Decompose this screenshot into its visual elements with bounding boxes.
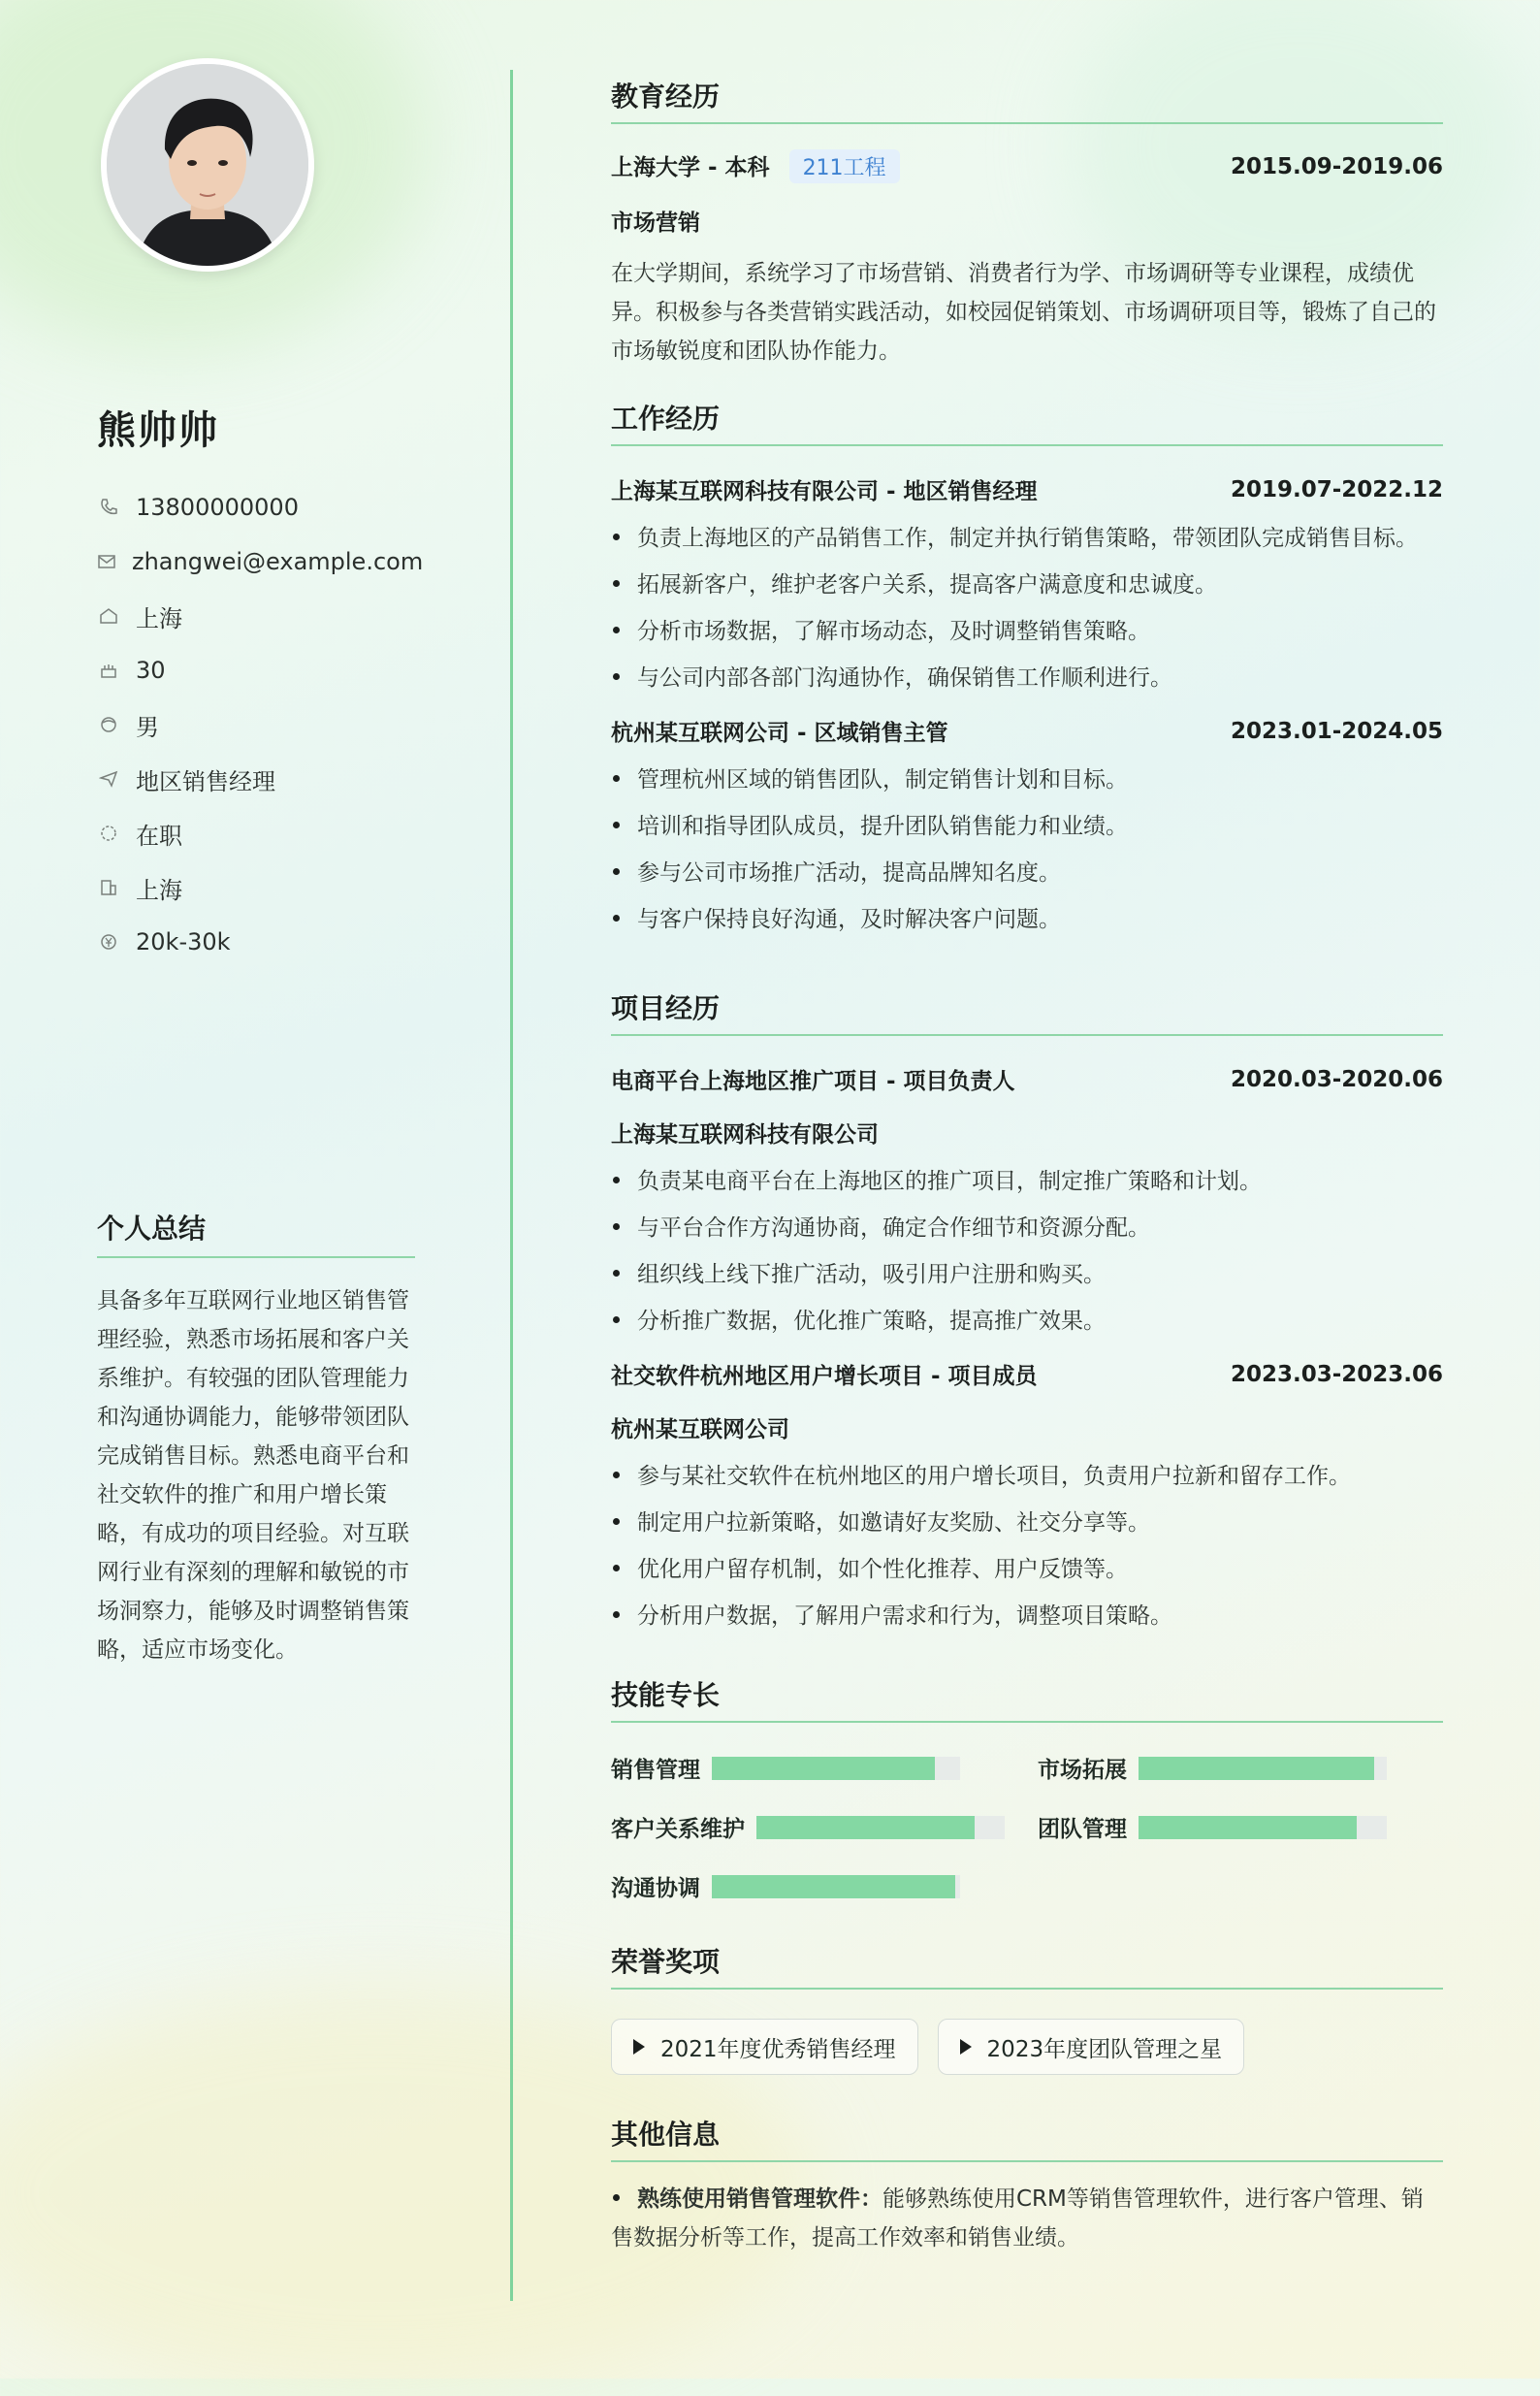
job-header <box>611 715 1443 747</box>
info-text: 在职 <box>136 822 182 850</box>
info-text: 男 <box>136 713 159 741</box>
info-position <box>97 752 417 806</box>
info-gender <box>97 697 417 752</box>
list-item: 组织线上线下推广活动，吸引用户注册和购买。 <box>611 1255 1443 1294</box>
column-divider <box>510 70 513 2301</box>
list-item: 培训和指导团队成员，提升团队销售能力和业绩。 <box>611 807 1443 846</box>
job-date: 2023.01-2024.05 <box>1230 718 1443 744</box>
work-title: 工作经历 <box>611 398 1443 446</box>
skill-item <box>1038 1811 1426 1843</box>
project-header <box>611 1063 1443 1095</box>
info-text: 20k-30k <box>136 928 231 955</box>
project-company: 杭州某互联网公司 <box>611 1417 789 1442</box>
skill-name: 团队管理 <box>1038 1817 1127 1842</box>
gender-icon <box>97 713 120 736</box>
other-title: 其他信息 <box>611 2114 1443 2162</box>
info-email <box>97 534 424 589</box>
send-icon <box>97 767 120 791</box>
education-title: 教育经历 <box>611 76 1443 124</box>
education-header <box>611 149 1443 183</box>
list-item: 熟练使用销售管理软件：能够熟练使用CRM等销售管理软件，进行客户管理、销售数据分析等工作，提高工作效率和销售业绩。 <box>611 2186 1424 2250</box>
list-item: 参与公司市场推广活动，提高品牌知名度。 <box>611 854 1443 892</box>
skill-bar <box>712 1757 960 1780</box>
list-item: 负责上海地区的产品销售工作，制定并执行销售策略，带领团队完成销售目标。 <box>611 519 1443 558</box>
info-text: 上海 <box>136 876 182 904</box>
phone-icon <box>97 496 120 519</box>
sidebar <box>97 58 424 1669</box>
list-item: 分析用户数据，了解用户需求和行为，调整项目策略。 <box>611 1597 1443 1635</box>
project-heading: 社交软件杭州地区用户增长项目 - 项目成员 <box>611 1364 1038 1389</box>
skill-bar <box>1139 1816 1387 1839</box>
info-text: 上海 <box>136 604 182 632</box>
list-item: 拓展新客户，维护老客户关系，提高客户满意度和忠诚度。 <box>611 566 1443 604</box>
skill-item <box>611 1811 1038 1843</box>
home-icon <box>97 604 120 628</box>
skill-bar-fill <box>756 1816 975 1839</box>
info-text: zhangwei@example.com <box>132 548 424 575</box>
contact-info-list <box>97 480 424 969</box>
skill-bar <box>756 1816 1005 1839</box>
list-item: 与平台合作方沟通协商，确定合作细节和资源分配。 <box>611 1209 1443 1247</box>
skill-bar-fill <box>1139 1757 1374 1780</box>
skills-grid <box>611 1752 1443 1902</box>
project-heading: 电商平台上海地区推广项目 - 项目负责人 <box>611 1069 1015 1094</box>
projects-title: 项目经历 <box>611 988 1443 1036</box>
education-major: 市场营销 <box>611 210 700 236</box>
award-badge: 2023年度团队管理之星 <box>938 2019 1245 2075</box>
info-text: 13800000000 <box>136 494 299 521</box>
job-date: 2019.07-2022.12 <box>1230 476 1443 502</box>
info-location <box>97 589 417 643</box>
summary-title: 个人总结 <box>97 1208 415 1258</box>
skill-bar-fill <box>712 1875 955 1898</box>
main-content <box>611 76 1443 2265</box>
education-school: 上海大学 - 本科 <box>611 155 770 180</box>
skill-item <box>611 1870 1038 1902</box>
info-text: 30 <box>136 657 166 684</box>
awards-title: 荣誉奖项 <box>611 1941 1443 1990</box>
other-list <box>611 2180 1443 2257</box>
salary-icon <box>97 930 120 954</box>
list-item: 与客户保持良好沟通，及时解决客户问题。 <box>611 900 1443 939</box>
triangle-icon <box>633 2039 645 2055</box>
info-phone <box>97 480 417 534</box>
info-text: 地区销售经理 <box>136 767 275 795</box>
list-item: 参与某社交软件在杭州地区的用户增长项目，负责用户拉新和留存工作。 <box>611 1457 1443 1496</box>
project-date: 2023.03-2023.06 <box>1230 1361 1443 1387</box>
status-icon <box>97 822 120 845</box>
job-header <box>611 473 1443 505</box>
info-salary <box>97 915 417 969</box>
skill-name: 沟通协调 <box>611 1876 700 1901</box>
list-item: 负责某电商平台在上海地区的推广项目，制定推广策略和计划。 <box>611 1162 1443 1201</box>
avatar-portrait-icon <box>107 64 308 266</box>
project-header <box>611 1358 1443 1390</box>
skill-name: 客户关系维护 <box>611 1817 745 1842</box>
summary-text: 具备多年互联网行业地区销售管理经验，熟悉市场拓展和客户关系维护。有较强的团队管理能力和沟通协调能力，能够带领团队完成销售目标。熟悉电商平台和社交软件的推广和用户增长策略，有成功的项目经验。对互联网行业有深刻的理解和敏锐的市场洞察力，能够及时调整销售策略，适应市场变化。 <box>97 1288 409 1663</box>
job-heading: 杭州某互联网公司 - 区域销售主管 <box>611 721 948 746</box>
education-desc: 在大学期间，系统学习了市场营销、消费者行为学、市场调研等专业课程，成绩优异。积极参与各类营销实践活动，如校园促销策划、市场调研项目等，锻炼了自己的市场敏锐度和团队协作能力。 <box>611 261 1436 364</box>
candidate-name: 熊帅帅 <box>97 408 219 453</box>
list-item: 分析推广数据，优化推广策略，提高推广效果。 <box>611 1302 1443 1341</box>
education-date: 2015.09-2019.06 <box>1230 153 1443 179</box>
list-item: 制定用户拉新策略，如邀请好友奖励、社交分享等。 <box>611 1504 1443 1542</box>
awards-list <box>611 2019 1443 2075</box>
job-duties <box>611 519 1443 697</box>
skill-name: 销售管理 <box>611 1758 700 1783</box>
list-item: 分析市场数据，了解市场动态，及时调整销售策略。 <box>611 612 1443 651</box>
info-age <box>97 643 417 697</box>
building-icon <box>97 876 120 899</box>
skill-bar <box>1139 1757 1387 1780</box>
education-tag: 211工程 <box>789 149 900 183</box>
project-company: 上海某互联网科技有限公司 <box>611 1122 879 1148</box>
job-duties <box>611 761 1443 939</box>
skill-item <box>1038 1752 1426 1784</box>
project-tasks <box>611 1162 1443 1341</box>
skill-bar-fill <box>1139 1816 1357 1839</box>
avatar <box>101 58 314 272</box>
info-status <box>97 806 417 860</box>
skill-name: 市场拓展 <box>1038 1758 1127 1783</box>
award-badge: 2021年度优秀销售经理 <box>611 2019 918 2075</box>
list-item: 管理杭州区域的销售团队，制定销售计划和目标。 <box>611 761 1443 799</box>
skills-title: 技能专长 <box>611 1674 1443 1723</box>
education-school-wrap <box>611 149 900 183</box>
job-heading: 上海某互联网科技有限公司 - 地区销售经理 <box>611 479 1038 504</box>
project-date: 2020.03-2020.06 <box>1230 1066 1443 1092</box>
skill-bar-fill <box>712 1757 935 1780</box>
project-tasks <box>611 1457 1443 1635</box>
cake-icon <box>97 659 120 682</box>
list-item: 优化用户留存机制，如个性化推荐、用户反馈等。 <box>611 1550 1443 1589</box>
skill-bar <box>712 1875 960 1898</box>
info-city <box>97 860 417 915</box>
mail-icon <box>97 550 116 573</box>
list-item: 与公司内部各部门沟通协作，确保销售工作顺利进行。 <box>611 659 1443 697</box>
skill-item <box>611 1752 1038 1784</box>
triangle-icon <box>960 2039 972 2055</box>
